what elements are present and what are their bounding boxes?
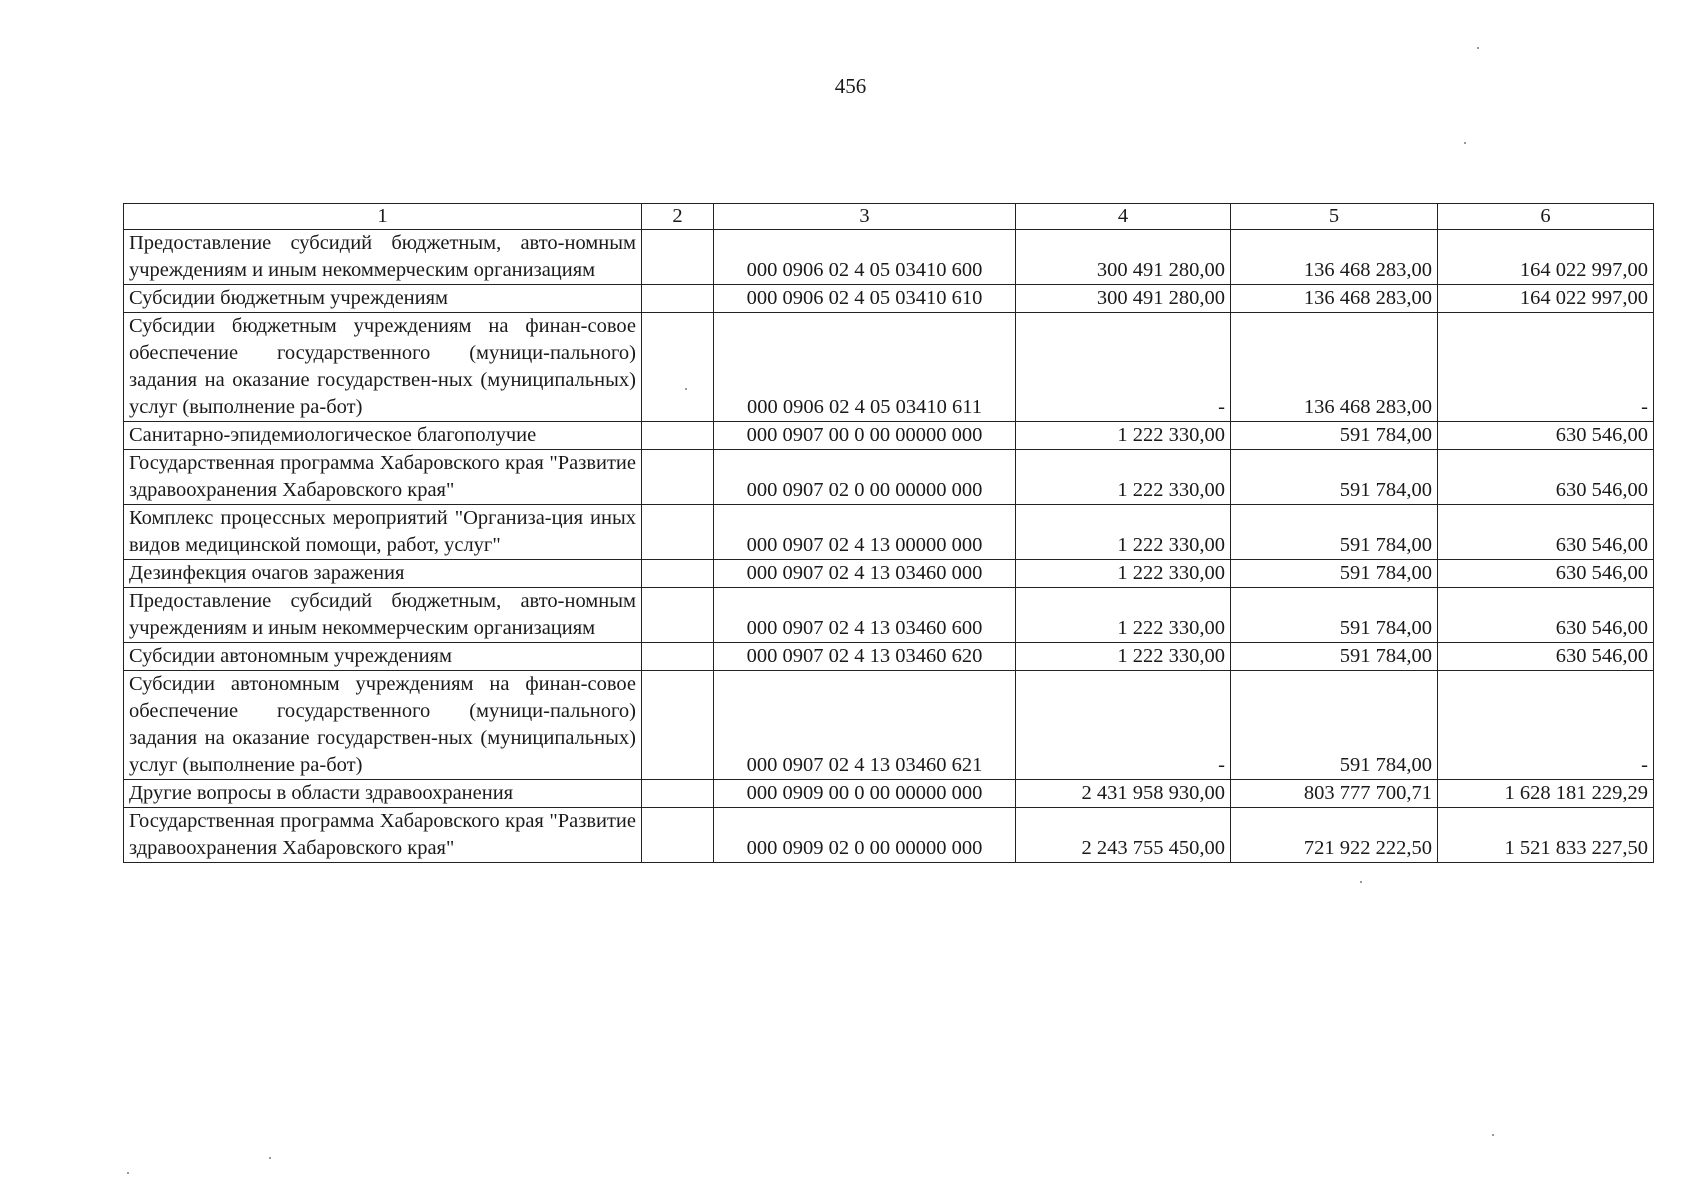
table-row — [124, 422, 1654, 450]
row-value-col4: 1 222 330,00 — [1016, 643, 1231, 671]
row-col2-cell — [642, 643, 714, 671]
row-name-cell: Государственная программа Хабаровского края "Развитие здравоохранения Хабаровского края" — [124, 808, 642, 863]
row-value-col4: 300 491 280,00 — [1016, 285, 1231, 313]
row-value-col6: 164 022 997,00 — [1438, 285, 1654, 313]
row-value-col6: 630 546,00 — [1438, 422, 1654, 450]
row-value-col6: - — [1438, 671, 1654, 780]
row-value-col4: 1 222 330,00 — [1016, 450, 1231, 505]
table-row — [124, 313, 1654, 422]
column-header: 3 — [714, 204, 1016, 230]
table-row — [124, 643, 1654, 671]
column-header: 6 — [1438, 204, 1654, 230]
row-col2-cell — [642, 808, 714, 863]
row-value-col5: 721 922 222,50 — [1231, 808, 1438, 863]
row-value-col6: 1 521 833 227,50 — [1438, 808, 1654, 863]
row-name-cell: Субсидии автономным учреждениям — [124, 643, 642, 671]
row-code-cell: 000 0907 02 4 13 00000 000 — [714, 505, 1016, 560]
row-code-cell: 000 0907 00 0 00 00000 000 — [714, 422, 1016, 450]
row-code-cell: 000 0909 02 0 00 00000 000 — [714, 808, 1016, 863]
row-value-col4: 1 222 330,00 — [1016, 505, 1231, 560]
column-header: 4 — [1016, 204, 1231, 230]
row-code-cell: 000 0907 02 4 13 03460 600 — [714, 588, 1016, 643]
row-value-col6: 630 546,00 — [1438, 560, 1654, 588]
row-value-col4: - — [1016, 671, 1231, 780]
row-code-cell: 000 0906 02 4 05 03410 610 — [714, 285, 1016, 313]
scan-speck — [127, 1172, 129, 1174]
scan-speck — [1492, 1134, 1494, 1136]
row-value-col5: 803 777 700,71 — [1231, 780, 1438, 808]
scan-speck — [1360, 881, 1362, 883]
row-value-col4: 1 222 330,00 — [1016, 560, 1231, 588]
scan-speck — [1464, 142, 1466, 144]
page-number: 456 — [834, 74, 867, 98]
row-col2-cell — [642, 450, 714, 505]
table-row — [124, 505, 1654, 560]
row-value-col6: 164 022 997,00 — [1438, 230, 1654, 285]
row-value-col5: 591 784,00 — [1231, 505, 1438, 560]
row-value-col5: 136 468 283,00 — [1231, 230, 1438, 285]
row-value-col6: - — [1438, 313, 1654, 422]
row-value-col5: 591 784,00 — [1231, 450, 1438, 505]
scan-speck — [685, 388, 687, 390]
row-col2-cell — [642, 588, 714, 643]
row-value-col6: 630 546,00 — [1438, 588, 1654, 643]
row-col2-cell — [642, 780, 714, 808]
row-code-cell: 000 0907 02 4 13 03460 000 — [714, 560, 1016, 588]
row-value-col4: 1 222 330,00 — [1016, 588, 1231, 643]
row-value-col4: 1 222 330,00 — [1016, 422, 1231, 450]
row-value-col5: 591 784,00 — [1231, 422, 1438, 450]
row-code-cell: 000 0907 02 0 00 00000 000 — [714, 450, 1016, 505]
row-name-cell: Комплекс процессных мероприятий "Организа-ция иных видов медицинской помощи, работ, услуг" — [124, 505, 642, 560]
row-name-cell: Санитарно-эпидемиологическое благополучие — [124, 422, 642, 450]
row-value-col5: 136 468 283,00 — [1231, 313, 1438, 422]
row-value-col5: 591 784,00 — [1231, 588, 1438, 643]
row-col2-cell — [642, 505, 714, 560]
row-name-cell: Предоставление субсидий бюджетным, авто-номным учреждениям и иным некоммерческим организациям — [124, 588, 642, 643]
row-col2-cell — [642, 671, 714, 780]
table-row — [124, 560, 1654, 588]
table-row — [124, 588, 1654, 643]
row-name-cell: Дезинфекция очагов заражения — [124, 560, 642, 588]
row-value-col5: 591 784,00 — [1231, 643, 1438, 671]
scan-speck — [269, 1157, 271, 1159]
row-value-col6: 1 628 181 229,29 — [1438, 780, 1654, 808]
row-name-cell: Государственная программа Хабаровского края "Развитие здравоохранения Хабаровского края" — [124, 450, 642, 505]
column-header: 2 — [642, 204, 714, 230]
row-name-cell: Предоставление субсидий бюджетным, авто-номным учреждениям и иным некоммерческим организациям — [124, 230, 642, 285]
scan-speck — [1477, 47, 1479, 49]
row-value-col4: 2 431 958 930,00 — [1016, 780, 1231, 808]
row-name-cell: Субсидии бюджетным учреждениям — [124, 285, 642, 313]
row-col2-cell — [642, 560, 714, 588]
table-row — [124, 671, 1654, 780]
row-code-cell: 000 0907 02 4 13 03460 621 — [714, 671, 1016, 780]
row-value-col5: 591 784,00 — [1231, 560, 1438, 588]
table-row — [124, 285, 1654, 313]
row-code-cell: 000 0906 02 4 05 03410 600 — [714, 230, 1016, 285]
row-value-col4: - — [1016, 313, 1231, 422]
row-name-cell: Субсидии автономным учреждениям на финан-совое обеспечение государственного (муници-пального) задания на оказание государствен-ных (муниципальных) услуг (выполнение ра-бот) — [124, 671, 642, 780]
row-value-col6: 630 546,00 — [1438, 505, 1654, 560]
row-col2-cell — [642, 313, 714, 422]
column-header: 5 — [1231, 204, 1438, 230]
table-row — [124, 450, 1654, 505]
row-code-cell: 000 0906 02 4 05 03410 611 — [714, 313, 1016, 422]
row-value-col4: 300 491 280,00 — [1016, 230, 1231, 285]
row-code-cell: 000 0909 00 0 00 00000 000 — [714, 780, 1016, 808]
row-name-cell: Субсидии бюджетным учреждениям на финан-совое обеспечение государственного (муници-пального) задания на оказание государствен-ных (муниципальных) услуг (выполнение ра-бот) — [124, 313, 642, 422]
table-row — [124, 780, 1654, 808]
row-col2-cell — [642, 230, 714, 285]
budget-table — [123, 203, 1654, 863]
row-value-col6: 630 546,00 — [1438, 643, 1654, 671]
row-value-col5: 136 468 283,00 — [1231, 285, 1438, 313]
row-name-cell: Другие вопросы в области здравоохранения — [124, 780, 642, 808]
table-row — [124, 808, 1654, 863]
header-row — [124, 204, 1654, 230]
row-col2-cell — [642, 285, 714, 313]
table-row — [124, 230, 1654, 285]
row-value-col6: 630 546,00 — [1438, 450, 1654, 505]
row-value-col5: 591 784,00 — [1231, 671, 1438, 780]
row-code-cell: 000 0907 02 4 13 03460 620 — [714, 643, 1016, 671]
column-header: 1 — [124, 204, 642, 230]
row-value-col4: 2 243 755 450,00 — [1016, 808, 1231, 863]
row-col2-cell — [642, 422, 714, 450]
